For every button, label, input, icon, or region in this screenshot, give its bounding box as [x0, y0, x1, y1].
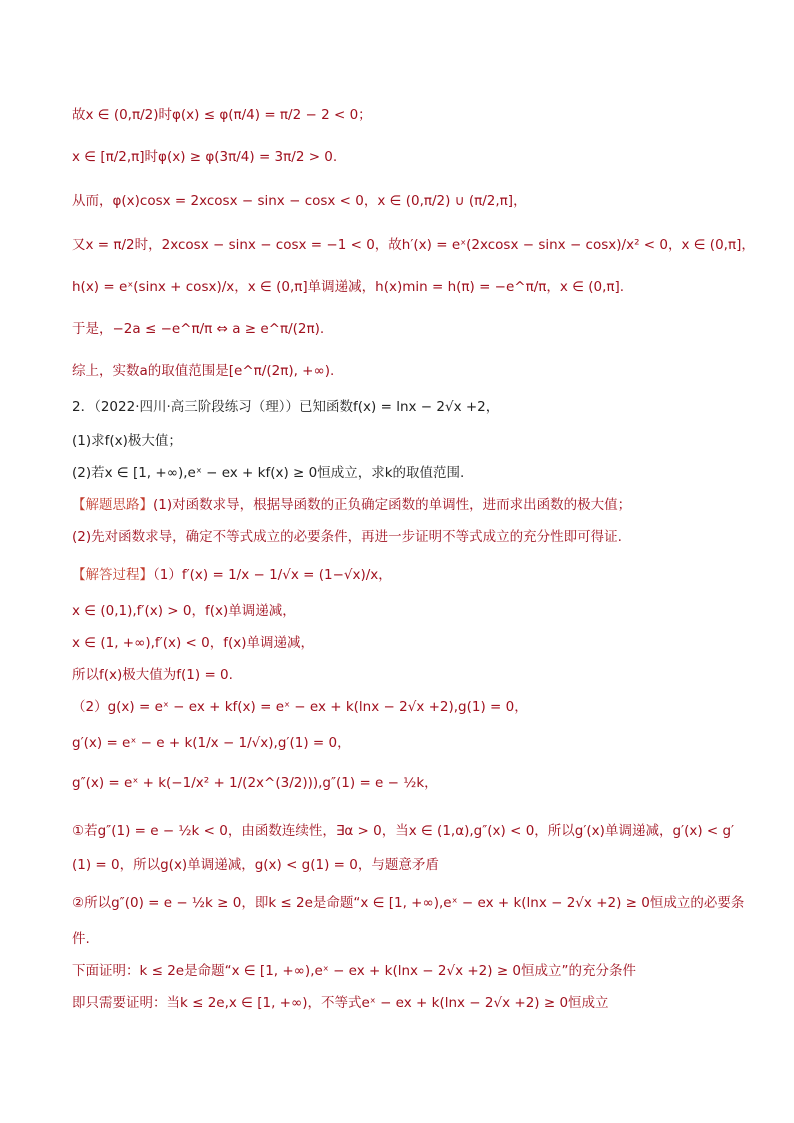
text-line — [72, 894, 745, 912]
line-text: (1)求f(x)极大值； — [72, 433, 182, 449]
text-line — [72, 698, 734, 716]
solution-process-line — [72, 566, 734, 584]
text-line — [72, 774, 734, 792]
line-text: x ∈ (1, +∞),f′(x) < 0，f(x)单调递减， — [72, 635, 314, 651]
line-text: 即只需要证明：当k ≤ 2e,x ∈ [1, +∞)，不等式eˣ − ex + k(lnx − 2√x +2) ≥ 0恒成立 — [72, 995, 609, 1011]
text-line — [72, 634, 734, 652]
text-line — [72, 822, 734, 840]
line-text: 于是，−2a ≤ −e^π/π ⇔ a ≥ e^π/(2π). — [72, 321, 325, 337]
line-text: ①若g″(1) = e − ½k < 0，由函数连续性，∃α > 0，当x ∈ (1,α),g″(x) < 0，所以g′(x)单调递减，g′(x) < g′ — [72, 823, 735, 839]
line-text: 从而，φ(x)cosx = 2xcosx − sinx − cosx < 0，x ∈ (0,π/2) ∪ (π/2,π]， — [72, 193, 527, 209]
line-text: x ∈ [π/2,π]时φ(x) ≥ φ(3π/4) = 3π/2 > 0. — [72, 149, 338, 165]
text-line — [72, 236, 755, 254]
line-text: 2．（2022·四川·高三阶段练习（理））已知函数f(x) = lnx − 2√x +2， — [72, 399, 500, 415]
text-line — [72, 930, 734, 948]
line-text: （2）g(x) = eˣ − ex + kf(x) = eˣ − ex + k(lnx − 2√x +2),g(1) = 0， — [72, 699, 528, 715]
text-line — [72, 856, 734, 874]
line-text: 下面证明：k ≤ 2e是命题“x ∈ [1, +∞),eˣ − ex + k(lnx − 2√x +2) ≥ 0恒成立”的充分条件 — [72, 963, 637, 979]
text-line — [72, 528, 734, 546]
text-line — [72, 148, 734, 166]
line-text: (1)对函数求导，根据导函数的正负确定函数的单调性，进而求出函数的极大值； — [153, 497, 632, 513]
text-line — [72, 362, 734, 380]
text-line — [72, 106, 734, 124]
line-text: 件. — [72, 931, 90, 947]
text-line — [72, 320, 734, 338]
line-text: g″(x) = eˣ + k(−1/x² + 1/(2x^(3/2))),g″(1) = e − ½k， — [72, 775, 438, 791]
text-line — [72, 602, 734, 620]
question-line — [72, 432, 734, 450]
line-text: x ∈ (0,1),f′(x) > 0，f(x)单调递减， — [72, 603, 296, 619]
line-text: 综上，实数a的取值范围是[e^π/(2π), +∞). — [72, 363, 335, 379]
line-text: 所以f(x)极大值为f(1) = 0. — [72, 667, 233, 683]
text-line — [72, 994, 734, 1012]
section-label: 【解答过程】 — [72, 567, 153, 583]
line-text: (2)先对函数求导，确定不等式成立的必要条件，再进一步证明不等式成立的充分性即可得证. — [72, 529, 622, 545]
text-line — [72, 278, 734, 296]
line-text: ②所以g″(0) = e − ½k ≥ 0，即k ≤ 2e是命题“x ∈ [1, +∞),eˣ − ex + k(lnx − 2√x +2) ≥ 0恒成立的必要条 — [72, 895, 745, 911]
line-text: （1）f′(x) = 1/x − 1/√x = (1−√x)/x， — [153, 567, 392, 583]
text-line — [72, 734, 734, 752]
line-text: (1) = 0，所以g(x)单调递减，g(x) < g(1) = 0，与题意矛盾 — [72, 857, 439, 873]
line-text: h(x) = eˣ(sinx + cosx)/x，x ∈ (0,π]单调递减，h(x)min = h(π) = −e^π/π，x ∈ (0,π]. — [72, 279, 625, 295]
text-line — [72, 962, 734, 980]
section-label: 【解题思路】 — [72, 497, 153, 513]
solution-idea-line — [72, 496, 734, 514]
text-line — [72, 192, 734, 210]
line-text: 又x = π/2时，2xcosx − sinx − cosx = −1 < 0，故h′(x) = eˣ(2xcosx − sinx − cosx)/x² < 0，x ∈ (0,π]， — [72, 237, 755, 253]
line-text: 故x ∈ (0,π/2)时φ(x) ≤ φ(π/4) = π/2 − 2 < 0； — [72, 107, 372, 123]
question-line — [72, 398, 734, 416]
line-text: g′(x) = eˣ − e + k(1/x − 1/√x),g′(1) = 0， — [72, 735, 351, 751]
text-line — [72, 666, 734, 684]
line-text: (2)若x ∈ [1, +∞),eˣ − ex + kf(x) ≥ 0恒成立，求k的取值范围. — [72, 465, 465, 481]
question-line — [72, 464, 734, 482]
